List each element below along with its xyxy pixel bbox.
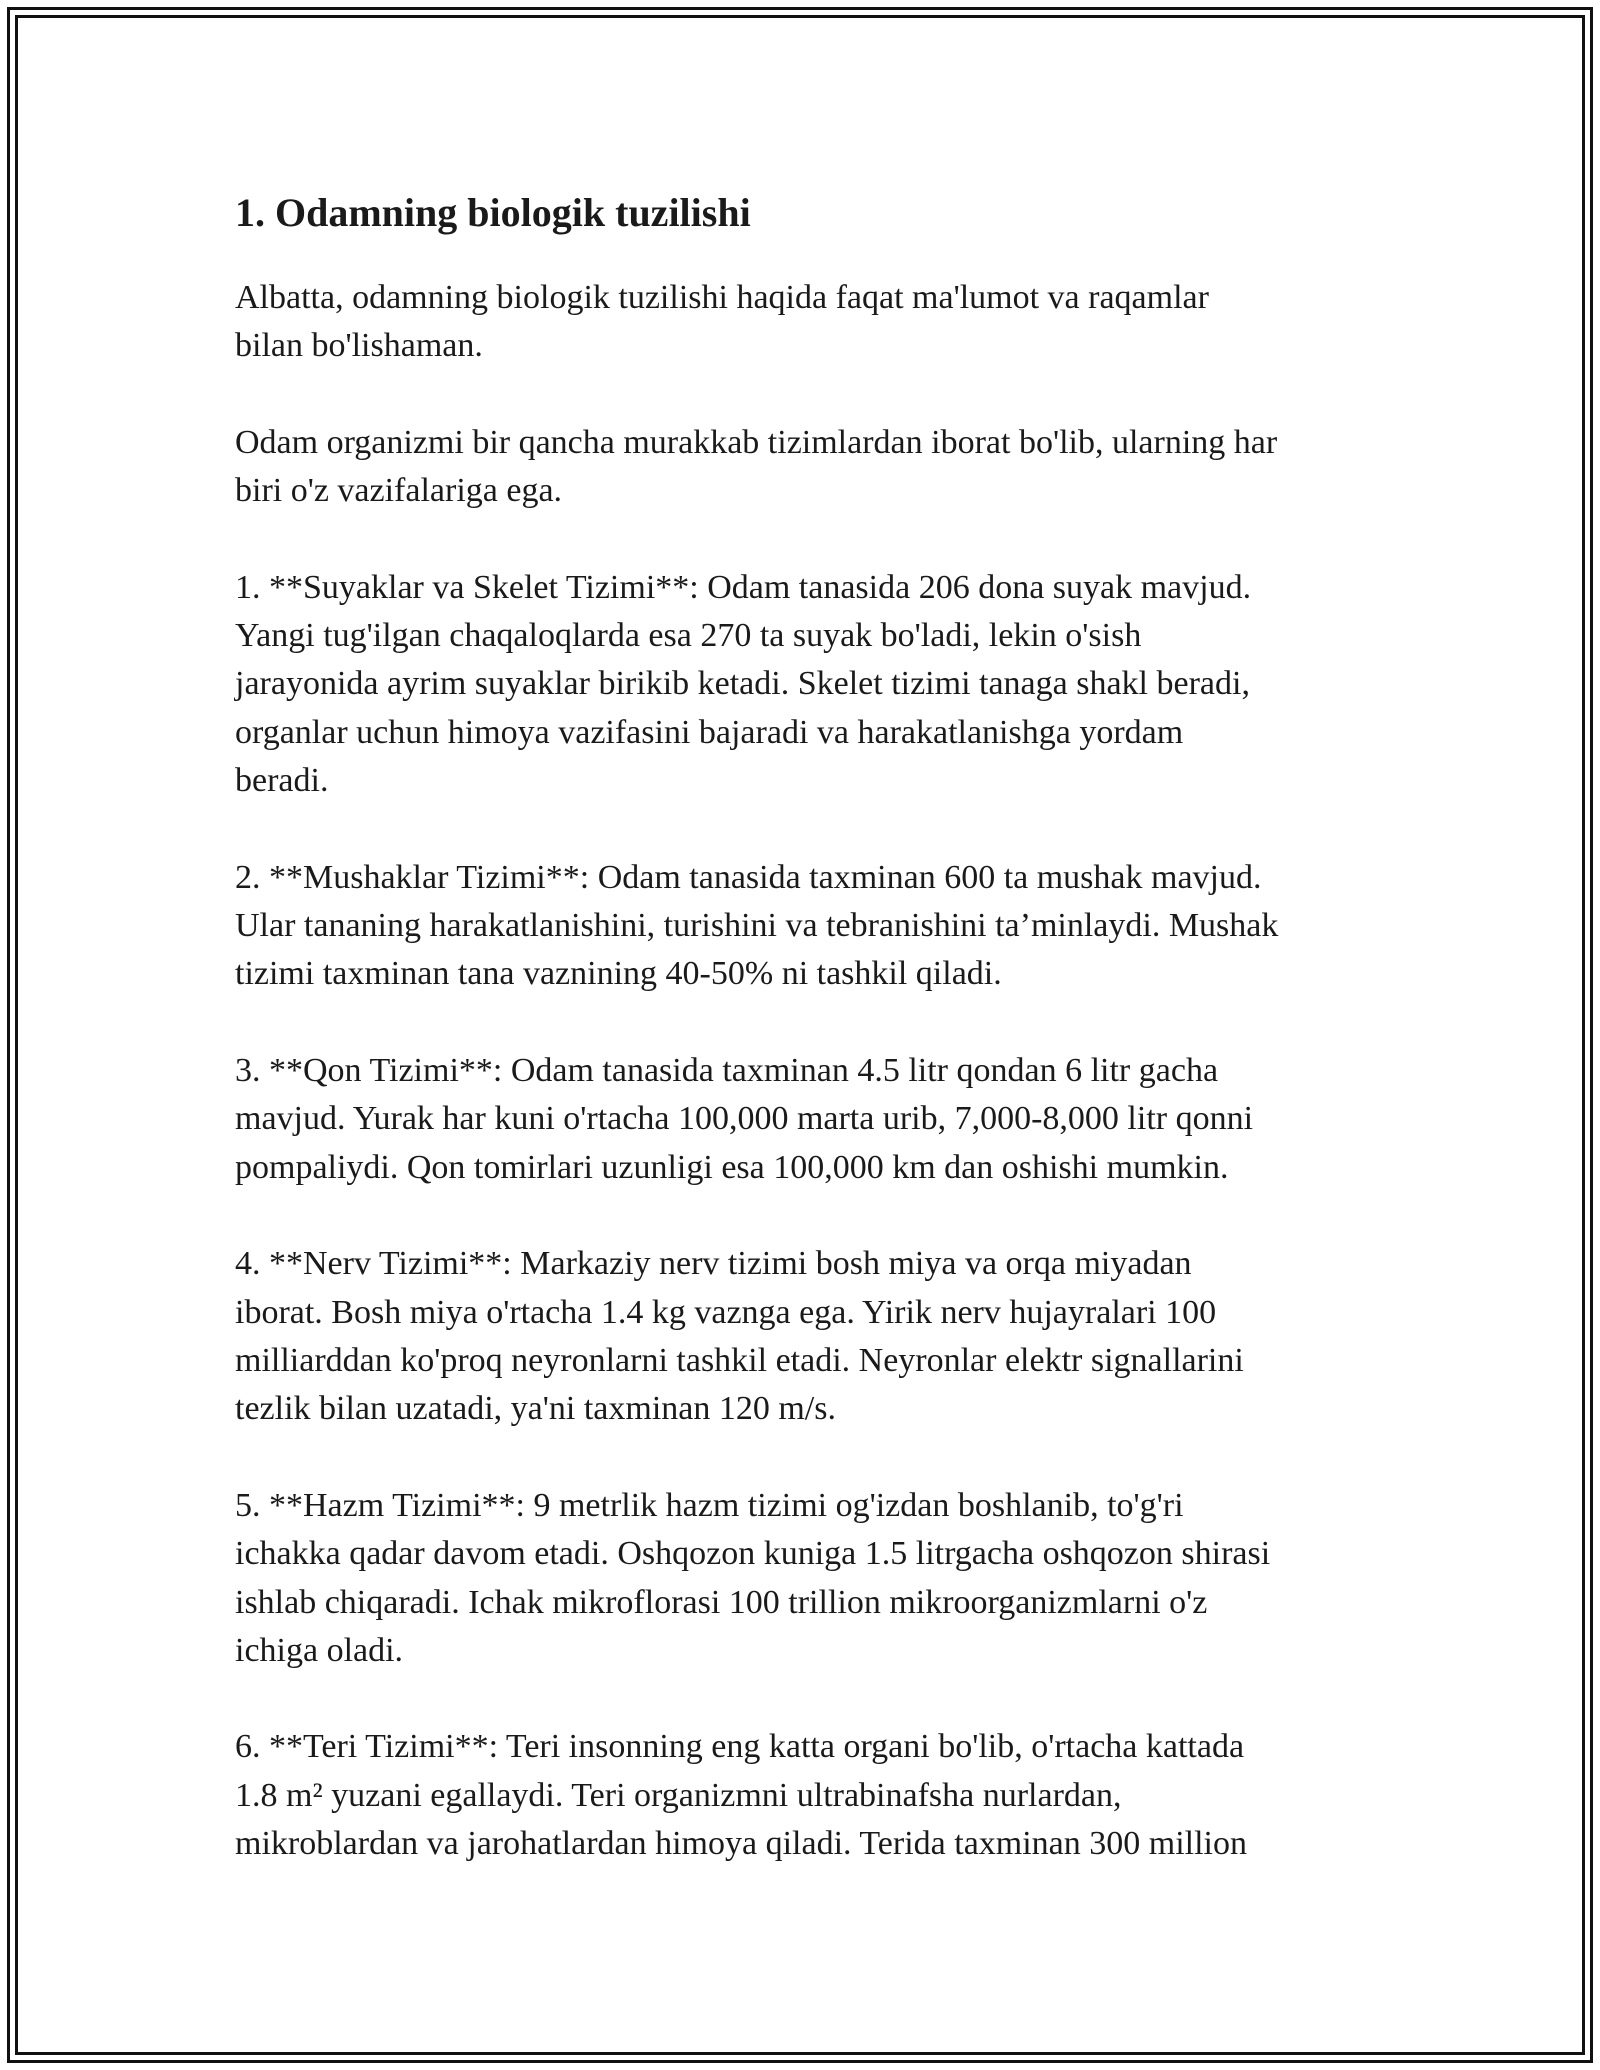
nervous-system-paragraph: 4. **Nerv Tizimi**: Markaziy nerv tizimi bosh miya va orqa miyadan iborat. Bosh miya o'rtacha 1.4 kg vaznga ega. Yirik nerv hujayralari 100 milliarddan ko'proq neyronlarni tashkil etadi. Neyronlar elektr signallarini tezlik bilan uzatadi, ya'ni taxminan 120 m/s. bbox=[235, 1245, 1244, 1428]
circulatory-system-paragraph: 3. **Qon Tizimi**: Odam tanasida taxminan 4.5 litr qondan 6 litr gacha mavjud. Yurak har kuni o'rtacha 100,000 marta urib, 7,000-8,000 litr qonni pompaliydi. Qon tomirlari uzunligi esa 100,000 km dan oshishi mumkin. bbox=[235, 1051, 1254, 1186]
section-heading: 1. Odamning biologik tuzilishi bbox=[235, 190, 751, 235]
document-body bbox=[235, 186, 1375, 1917]
skin-system-paragraph: 6. **Teri Tizimi**: Teri insonning eng katta organi bo'lib, o'rtacha kattada 1.8 m² yuzani egallaydi. Teri organizmni ultrabinafsha nurlardan, mikroblardan va jarohatlardan himoya qiladi. Terida taxminan 300 million bbox=[235, 1728, 1247, 1863]
skeletal-system-paragraph: 1. **Suyaklar va Skelet Tizimi**: Odam tanasida 206 dona suyak mavjud. Yangi tug'ilgan chaqaloqlarda esa 270 ta suyak bo'ladi, lekin o'sish jarayonida ayrim suyaklar birikib ketadi. Skelet tizimi tanaga shakl beradi, organlar uchun himoya vazifasini bajaradi va harakatlanishga yordam beradi. bbox=[235, 568, 1252, 800]
intro-paragraph: Albatta, odamning biologik tuzilishi haqida faqat ma'lumot va raqamlar bilan bo'lishaman. bbox=[235, 279, 1209, 365]
muscular-system-paragraph: 2. **Mushaklar Tizimi**: Odam tanasida taxminan 600 ta mushak mavjud. Ular tananing harakatlanishini, turishini va tebranishini ta’minlaydi. Mushak tizimi taxminan tana vaznining 40-50% ni tashkil qiladi. bbox=[235, 858, 1279, 993]
overview-paragraph: Odam organizmi bir qancha murakkab tizimlardan iborat bo'lib, ularning har biri o'z vazifalariga ega. bbox=[235, 423, 1278, 510]
digestive-system-paragraph: 5. **Hazm Tizimi**: 9 metrlik hazm tizimi og'izdan boshlanib, to'g'ri ichakka qadar davom etadi. Oshqozon kuniga 1.5 litrgacha oshqozon shirasi ishlab chiqaradi. Ichak mikroflorasi 100 trillion mikroorganizmlarni o'z ichiga oladi. bbox=[235, 1486, 1271, 1669]
